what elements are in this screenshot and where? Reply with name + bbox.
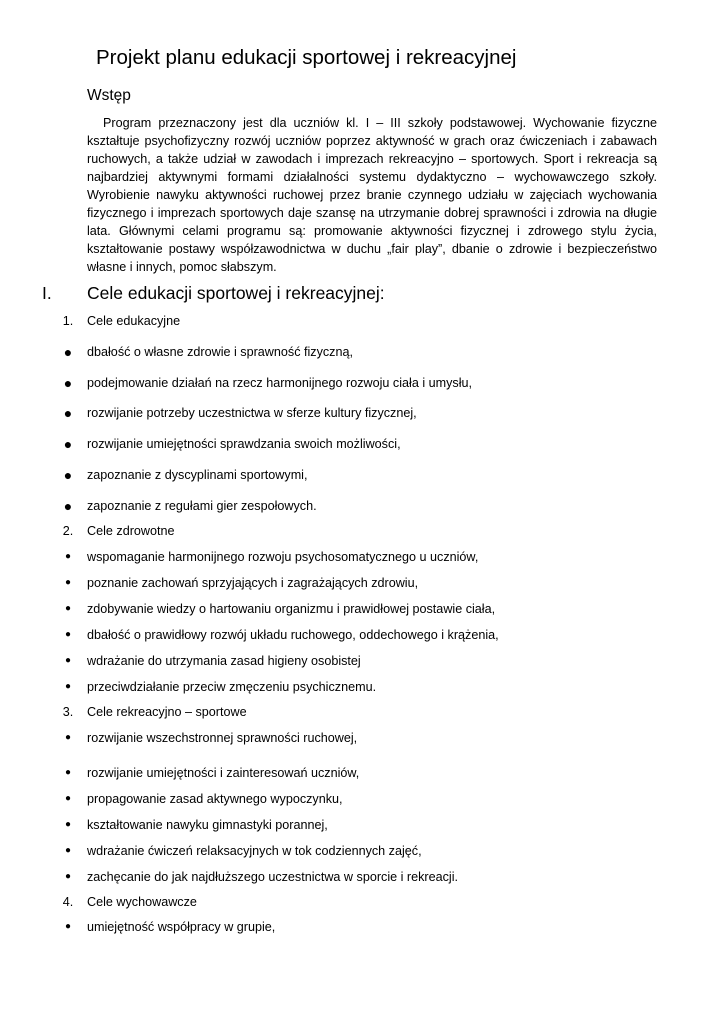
intro-paragraph: Program przeznaczony jest dla uczniów kl. I – III szkoły podstawowej. Wychowanie fizyczne kształtuje psychofizyczny rozwój uczniów poprzez aktywność w grach oraz ćwiczeniach i zabawach ruchowych, a także udział w zawodach i imprezach rekreacyjno – sportowych. Sport i rekreacja są najbardziej aktywnymi formami działalności systemu dydaktyczno – wychowawczego szkoły. Wyrobienie nawyku aktywności ruchowej przez branie czynnego udziału w zajęciach wychowania fizycznego i imprezach sportowych daje szansę na utrzymanie dobrej sprawności i zdrowia na długie lata. Głównymi celami programu są: promowanie aktywności fizycznej i zdrowego stylu życia, kształtowanie postawy współzawodnictwa w duchu „fair play”, dbanie o zdrowie i bezpieczeństwo własne i innych, pomoc słabszym. (87, 116, 657, 274)
list-item-text: przeciwdziałanie przeciw zmęczeniu psychicznemu. (87, 680, 377, 694)
list-item-text: zdobywanie wiedzy o hartowaniu organizmu i prawidłowej postawie ciała, (87, 602, 496, 616)
list-item-text: umiejętność współpracy w grupie, (87, 920, 276, 934)
bullet-icon: ● (63, 375, 73, 391)
list-item (0, 789, 725, 809)
list-item-text: rozwijanie potrzeby uczestnictwa w sferze kultury fizycznej, (87, 406, 417, 420)
list-item (0, 599, 725, 619)
document-title: Projekt planu edukacji sportowej i rekreacyjnej (96, 46, 517, 69)
bullet-icon: ● (64, 819, 72, 830)
group-label: Cele edukacyjne (87, 314, 181, 328)
bullet-icon: ● (64, 767, 72, 778)
bullet-icon: ● (64, 921, 72, 932)
numbered-item (0, 521, 725, 541)
list-item-text: wdrażanie ćwiczeń relaksacyjnych w tok codziennych zajęć, (87, 844, 422, 858)
bullet-icon: ● (64, 655, 72, 666)
bullet-icon: ● (64, 845, 72, 856)
list-item-text: zachęcanie do jak najdłuższego uczestnictwa w sporcie i rekreacji. (87, 870, 458, 884)
bullet-icon: ● (63, 498, 73, 514)
list-item (0, 815, 725, 835)
list-item (0, 573, 725, 593)
group-label: Cele rekreacyjno – sportowe (87, 705, 247, 719)
list-item-text: zapoznanie z dyscyplinami sportowymi, (87, 468, 308, 482)
section-number: I. (42, 283, 52, 303)
list-item-text: wspomaganie harmonijnego rozwoju psychosomatycznego u uczniów, (87, 550, 479, 564)
list-item-text: dbałość o własne zdrowie i sprawność fizyczną, (87, 345, 353, 359)
list-item-text: dbałość o prawidłowy rozwój układu ruchowego, oddechowego i krążenia, (87, 628, 499, 642)
list-item (0, 373, 725, 393)
bullet-icon: ● (64, 603, 72, 614)
intro-heading: Wstęp (87, 87, 131, 104)
list-item (0, 342, 725, 362)
list-item-text: rozwijanie umiejętności sprawdzania swoich możliwości, (87, 437, 401, 451)
group-label: Cele zdrowotne (87, 524, 175, 538)
list-item-text: wdrażanie do utrzymania zasad higieny osobistej (87, 654, 361, 668)
list-item-text: rozwijanie wszechstronnej sprawności ruchowej, (87, 731, 358, 745)
list-item-text: propagowanie zasad aktywnego wypoczynku, (87, 792, 343, 806)
list-item (0, 917, 725, 937)
section-title: Cele edukacji sportowej i rekreacyjnej: (87, 283, 385, 303)
list-item (0, 434, 725, 454)
item-number: 3. (62, 705, 74, 719)
list-item-text: kształtowanie nawyku gimnastyki porannej, (87, 818, 328, 832)
list-item-text: rozwijanie umiejętności i zainteresowań uczniów, (87, 766, 360, 780)
bullet-icon: ● (64, 629, 72, 640)
bullet-icon: ● (64, 577, 72, 588)
item-number: 2. (62, 524, 74, 538)
bullet-icon: ● (63, 436, 73, 452)
list-item (0, 841, 725, 861)
bullet-icon: ● (64, 681, 72, 692)
bullet-icon: ● (63, 405, 73, 421)
list-item (0, 465, 725, 485)
list-item (0, 403, 725, 423)
list-item-text: zapoznanie z regułami gier zespołowych. (87, 499, 317, 513)
list-item (0, 547, 725, 567)
numbered-item (0, 892, 725, 912)
list-item-text: podejmowanie działań na rzecz harmonijnego rozwoju ciała i umysłu, (87, 376, 473, 390)
item-number: 1. (62, 314, 74, 328)
list-item (0, 625, 725, 645)
bullet-icon: ● (64, 732, 72, 743)
item-number: 4. (62, 895, 74, 909)
bullet-icon: ● (64, 871, 72, 882)
section-heading (42, 283, 642, 304)
list-item (0, 728, 725, 748)
list-item (0, 496, 725, 516)
list-item (0, 651, 725, 671)
list-item (0, 763, 725, 783)
bullet-icon: ● (63, 344, 73, 360)
bullet-icon: ● (64, 551, 72, 562)
list-item (0, 867, 725, 887)
group-label: Cele wychowawcze (87, 895, 197, 909)
numbered-item (0, 311, 725, 331)
list-item (0, 677, 725, 697)
bullet-icon: ● (63, 467, 73, 483)
numbered-item (0, 702, 725, 722)
list-item-text: poznanie zachowań sprzyjających i zagrażających zdrowiu, (87, 576, 419, 590)
bullet-icon: ● (64, 793, 72, 804)
